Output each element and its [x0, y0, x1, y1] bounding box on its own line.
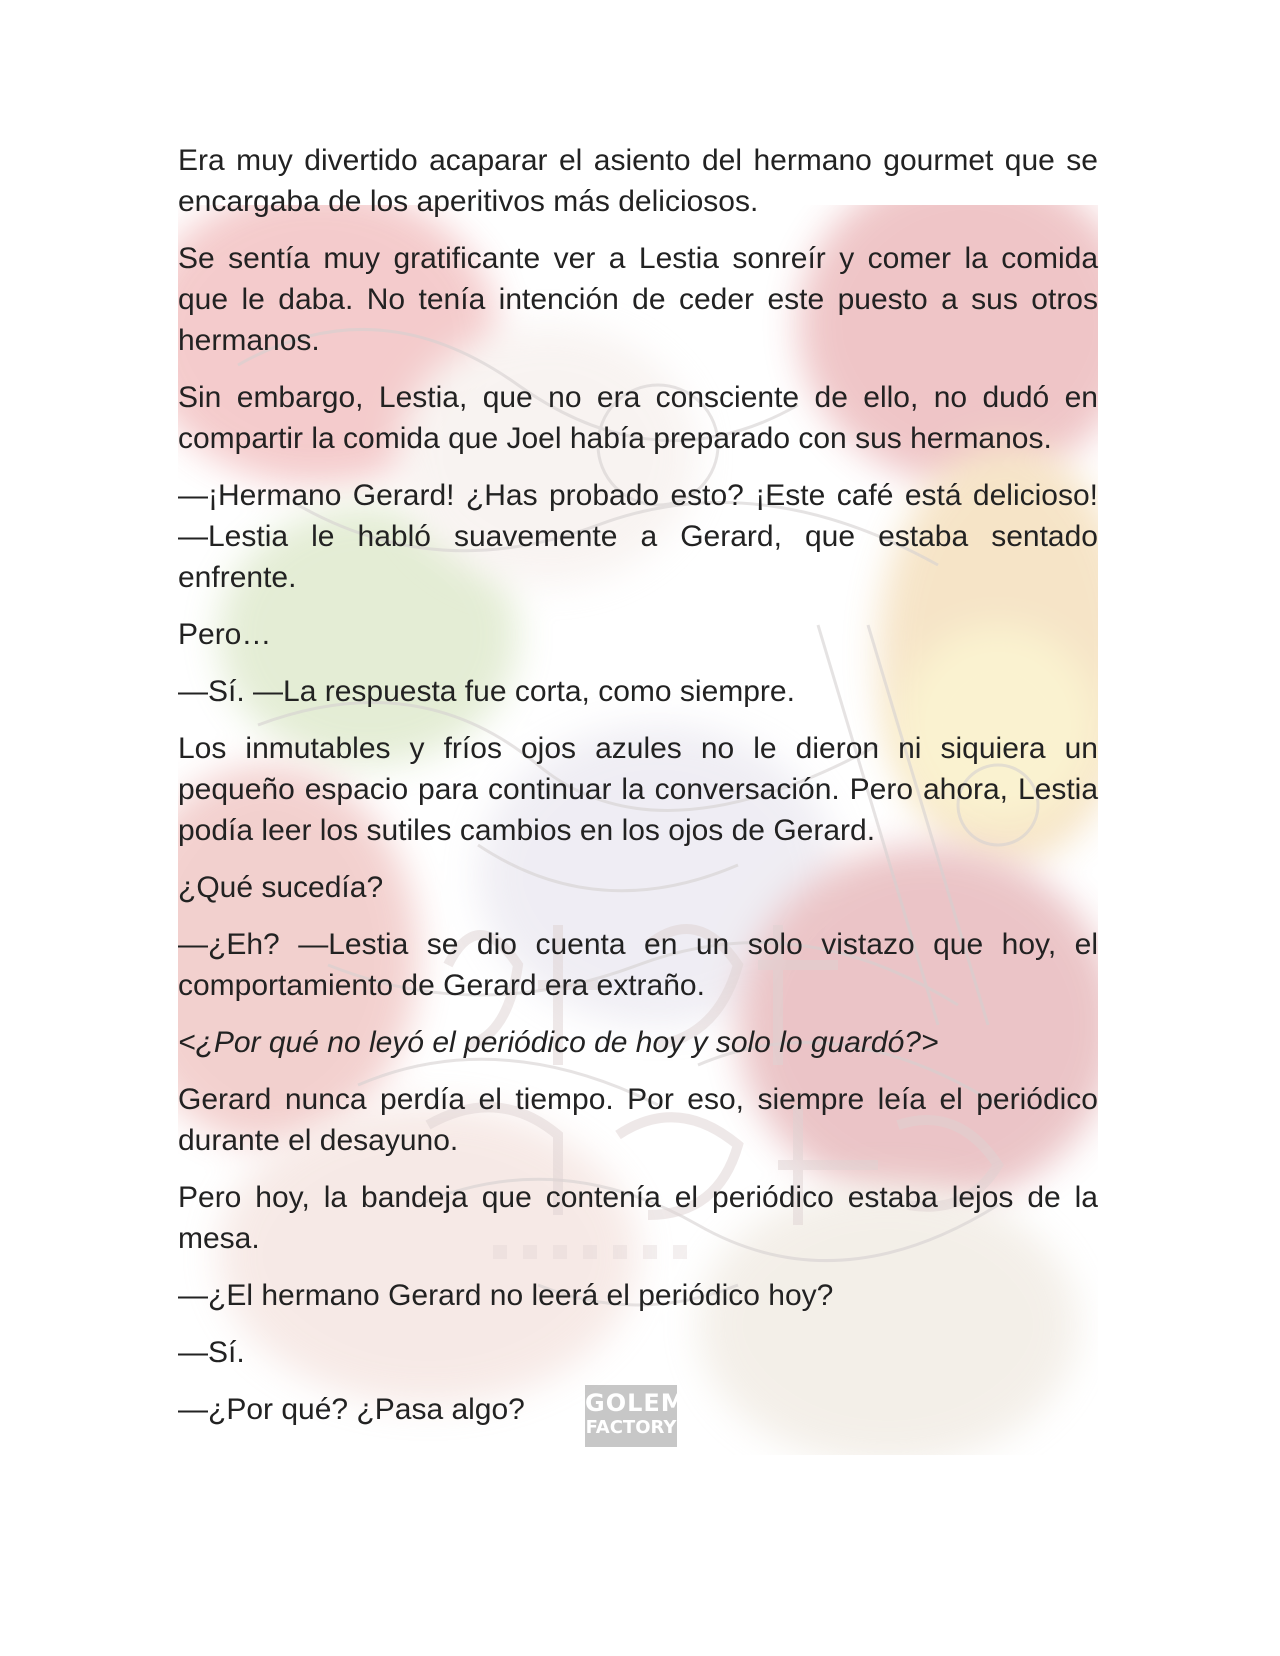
paragraph: —Sí. —La respuesta fue corta, como siempre. — [178, 675, 795, 708]
document-body — [178, 140, 1098, 1446]
logo-line-1: GOLEM — [585, 1389, 686, 1417]
paragraph: Los inmutables y fríos ojos azules no le dieron ni siquiera un pequeño espacio para continuar la conversación. Pero ahora, Lestia podía leer los sutiles cambios en los ojos de Gerard. — [178, 732, 1098, 847]
paragraph: ¿Qué sucedía? — [178, 871, 384, 904]
paragraph: —¡Hermano Gerard! ¿Has probado esto? ¡Este café está delicioso! —Lestia le habló suavemente a Gerard, que estaba sentado enfrente. — [178, 479, 1098, 594]
paragraph: Se sentía muy gratificante ver a Lestia sonreír y comer la comida que le daba. No tenía intención de ceder este puesto a sus otros hermanos. — [178, 242, 1098, 357]
paragraph: —¿Por qué? ¿Pasa algo? — [178, 1393, 525, 1426]
paragraph: —¿Eh? —Lestia se dio cuenta en un solo vistazo que hoy, el comportamiento de Gerard era extraño. — [178, 928, 1098, 1002]
paragraph: Gerard nunca perdía el tiempo. Por eso, siempre leía el periódico durante el desayuno. — [178, 1083, 1098, 1157]
paragraph: Pero… — [178, 618, 272, 651]
paragraph: —¿El hermano Gerard no leerá el periódico hoy? — [178, 1279, 834, 1312]
paragraph: Sin embargo, Lestia, que no era consciente de ello, no dudó en compartir la comida que Joel había preparado con sus hermanos. — [178, 381, 1098, 455]
paragraph: Era muy divertido acaparar el asiento del hermano gourmet que se encargaba de los aperitivos más deliciosos. — [178, 144, 1098, 218]
paragraph: —Sí. — [178, 1336, 245, 1369]
logo-line-2: FACTORY — [585, 1417, 677, 1438]
paragraph: Pero hoy, la bandeja que contenía el periódico estaba lejos de la mesa. — [178, 1181, 1098, 1255]
thought-paragraph: <¿Por qué no leyó el periódico de hoy y solo lo guardó?> — [178, 1026, 939, 1059]
